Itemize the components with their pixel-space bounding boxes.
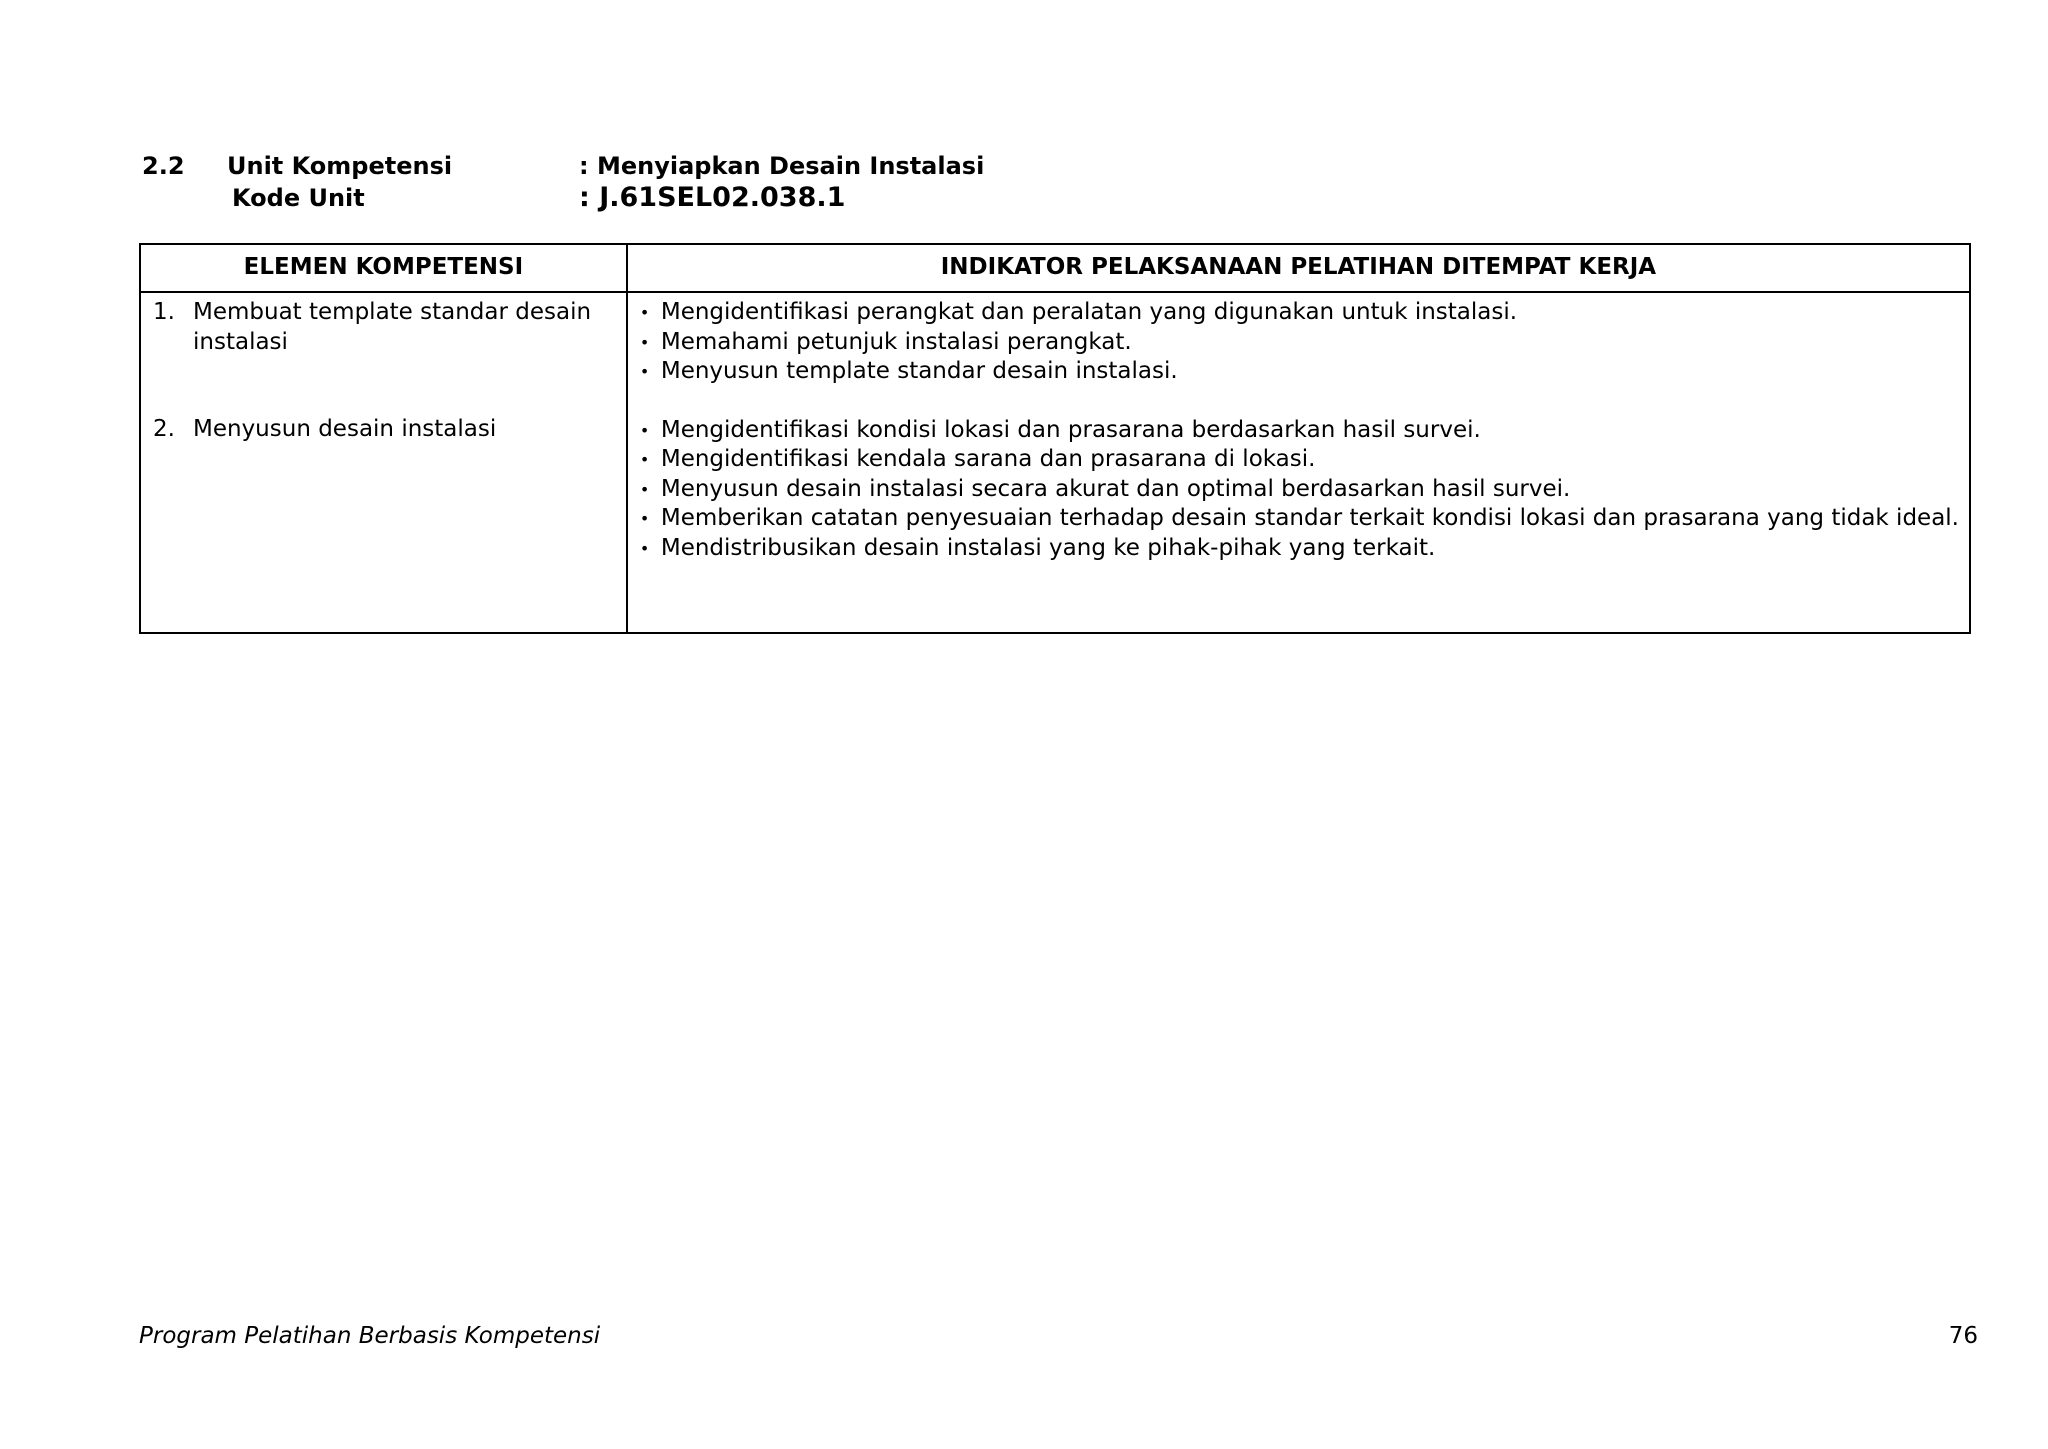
element-text: Membuat template standar desain instalasi [193, 299, 592, 355]
element-text: Menyusun desain instalasi [193, 416, 497, 442]
list-item [640, 445, 1959, 475]
list-item [640, 475, 1959, 505]
indicator-list [640, 298, 1959, 387]
bullet-icon: • [639, 303, 650, 322]
list-item [640, 504, 1959, 534]
column-header-element: ELEMEN KOMPETENSI [140, 244, 627, 292]
bullet-icon: • [639, 538, 650, 558]
code-value: : J.61SEL02.038.1 [579, 182, 846, 213]
bullet-icon: • [639, 509, 650, 528]
indicator-text: Menyusun template standar desain instalasi. [660, 358, 1178, 384]
column-header-indicator: INDIKATOR PELAKSANAAN PELATIHAN DITEMPAT KERJA [627, 244, 1970, 292]
indicator-text: Mengidentifikasi kendala sarana dan prasarana di lokasi. [660, 446, 1316, 472]
indicator-text: Mengidentifikasi perangkat dan peralatan yang digunakan untuk instalasi. [660, 299, 1518, 325]
table-row [140, 292, 1970, 633]
indicator-list [640, 416, 1959, 564]
unit-value: : Menyiapkan Desain Instalasi [579, 152, 985, 180]
indicator-text: Mendistribusikan desain instalasi yang ke pihak-pihak yang terkait. [660, 534, 1436, 561]
bullet-icon: • [639, 420, 650, 440]
list-item [640, 328, 1959, 358]
table-header-row [140, 244, 1970, 292]
section-number: 2.2 [142, 152, 185, 180]
competency-table [139, 243, 1971, 634]
bullet-icon: • [639, 332, 650, 352]
element-number: 1. [153, 299, 175, 325]
element-item [153, 298, 616, 357]
page-number: 76 [1948, 1323, 1978, 1349]
indicator-cell [627, 292, 1970, 633]
indicator-text: Mengidentifikasi kondisi lokasi dan prasarana berdasarkan hasil survei. [660, 416, 1481, 443]
footer-program: Program Pelatihan Berbasis Kompetensi [139, 1323, 601, 1349]
code-label: Kode Unit [232, 184, 365, 212]
list-item [640, 416, 1959, 446]
indicator-text: Menyusun desain instalasi secara akurat dan optimal berdasarkan hasil survei. [660, 475, 1571, 502]
bullet-icon: • [639, 450, 650, 469]
unit-label: Unit Kompetensi [227, 152, 453, 180]
list-item [640, 298, 1959, 328]
list-item [640, 534, 1959, 564]
element-cell [140, 292, 627, 633]
list-item [640, 357, 1959, 387]
bullet-icon: • [639, 362, 650, 381]
bullet-icon: • [639, 479, 650, 499]
element-number: 2. [153, 416, 175, 442]
indicator-text: Memahami petunjuk instalasi perangkat. [660, 328, 1132, 355]
indicator-text: Memberikan catatan penyesuaian terhadap desain standar terkait kondisi lokasi dan prasarana yang tidak ideal. [660, 505, 1959, 531]
element-item [153, 415, 616, 445]
